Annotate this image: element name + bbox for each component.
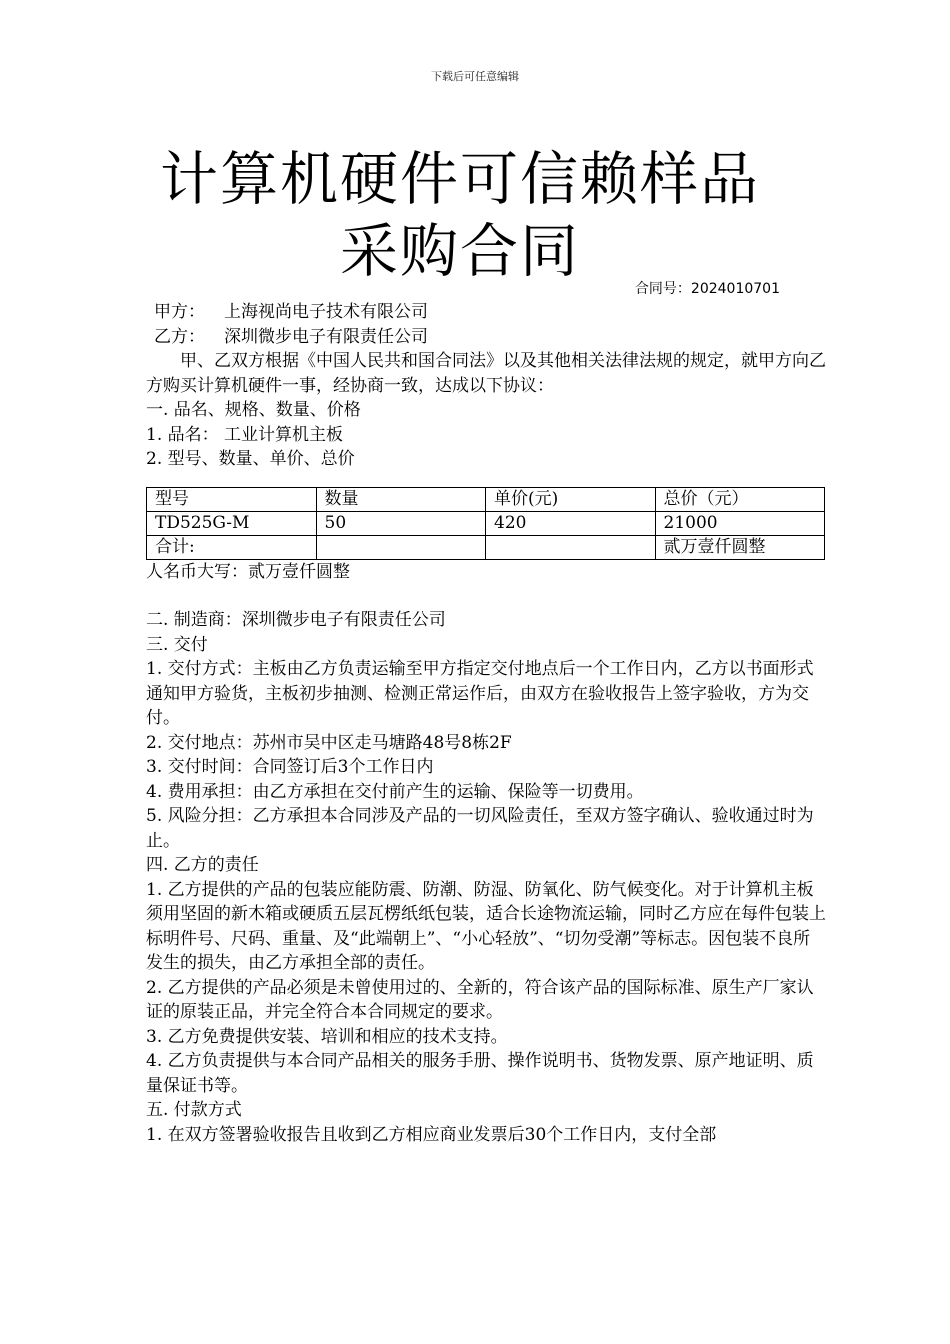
section-3-item: 3. 交付时间：合同签订后3个工作日内 bbox=[146, 757, 434, 777]
section-3-item: 4. 费用承担：由乙方承担在交付前产生的运输、保险等一切费用。 bbox=[146, 781, 644, 802]
section-4-item: 2. 乙方提供的产品必须是未曾使用过的、全新的，符合该产品的国际标准、原生产厂家认证的原装正品，并完全符合本合同规定的要求。 bbox=[146, 977, 814, 1022]
section-3-item: 5. 风险分担：乙方承担本合同涉及产品的一切风险责任，至双方签字确认、验收通过时为止。 bbox=[146, 806, 814, 851]
party-b-name: 深圳微步电子有限责任公司 bbox=[224, 326, 428, 347]
table-header-row bbox=[147, 487, 825, 511]
title-line-2: 采购合同 bbox=[339, 217, 580, 285]
blank-line bbox=[146, 584, 826, 608]
table-cell: 21000 bbox=[655, 511, 825, 535]
table-cell: 合计: bbox=[147, 535, 317, 559]
price-table bbox=[146, 487, 825, 560]
table-header-cell: 数量 bbox=[316, 487, 486, 511]
section-1-item-1: 1. 品名： 工业计算机主板 bbox=[146, 424, 344, 445]
party-b-label: 乙方： bbox=[154, 326, 205, 347]
intro-paragraph: 甲、乙双方根据《中国人民共和国合同法》以及其他相关法律法规的规定，就甲方向乙方购买计算机硬件一事，经协商一致，达成以下协议： bbox=[146, 351, 826, 396]
table-cell bbox=[316, 535, 486, 559]
section-4-item: 4. 乙方负责提供与本合同产品相关的服务手册、操作说明书、货物发票、原产地证明、质量保证书等。 bbox=[146, 1051, 814, 1096]
table-cell: TD525G-M bbox=[147, 511, 317, 535]
section-4-item: 1. 乙方提供的产品的包装应能防震、防潮、防湿、防氧化、防气候变化。对于计算机主板须用坚固的新木箱或硬质五层瓦楞纸纸包装，适合长途物流运输，同时乙方应在每件包装上标明件号、尺码、重量、及“此端朝上”、“小心轻放”、“切勿受潮”等标志。因包装不良所发生的损失，由乙方承担全部的责任。 bbox=[146, 879, 826, 973]
amount-in-words: 人名币大写：贰万壹仟圆整 bbox=[146, 561, 350, 582]
party-a bbox=[146, 300, 826, 325]
section-3-heading: 三. 交付 bbox=[146, 634, 208, 655]
section-1-heading: 一. 品名、规格、数量、价格 bbox=[146, 400, 361, 420]
section-1-item-2: 2. 型号、数量、单价、总价 bbox=[146, 449, 355, 469]
title-line-1: 计算机硬件可信赖样品 bbox=[159, 145, 760, 213]
party-a-label: 甲方： bbox=[154, 302, 205, 322]
section-4-heading: 四. 乙方的责任 bbox=[146, 855, 259, 875]
party-a-name: 上海视尚电子技术有限公司 bbox=[224, 302, 428, 322]
table-header-cell: 总价（元） bbox=[655, 487, 825, 511]
table-cell bbox=[486, 535, 656, 559]
header-note: 下载后可任意编辑 bbox=[431, 70, 519, 83]
table-cell: 贰万壹仟圆整 bbox=[655, 535, 825, 559]
party-b bbox=[146, 325, 826, 350]
table-cell: 50 bbox=[316, 511, 486, 535]
contract-body bbox=[146, 300, 826, 1147]
section-5-item-1: 1. 在双方签署验收报告且收到乙方相应商业发票后30个工作日内，支付全部 bbox=[146, 1124, 717, 1145]
table-cell: 420 bbox=[486, 511, 656, 535]
table-row bbox=[147, 511, 825, 535]
section-5-heading: 五. 付款方式 bbox=[146, 1100, 242, 1120]
section-4-item: 3. 乙方免费提供安装、培训和相应的技术支持。 bbox=[146, 1026, 508, 1047]
table-header-cell: 单价(元) bbox=[486, 487, 656, 511]
contract-number: 合同号：2024010701 bbox=[634, 281, 780, 297]
section-2: 二. 制造商：深圳微步电子有限责任公司 bbox=[146, 610, 446, 630]
table-total-row bbox=[147, 535, 825, 559]
section-3-item: 2. 交付地点：苏州市吴中区走马塘路48号8栋2F bbox=[146, 732, 512, 753]
section-3-item: 1. 交付方式：主板由乙方负责运输至甲方指定交付地点后一个工作日内，乙方以书面形式通知甲方验货，主板初步抽测、检测正常运作后，由双方在验收报告上签字验收，方为交付。 bbox=[146, 659, 814, 728]
table-header-cell: 型号 bbox=[147, 487, 317, 511]
